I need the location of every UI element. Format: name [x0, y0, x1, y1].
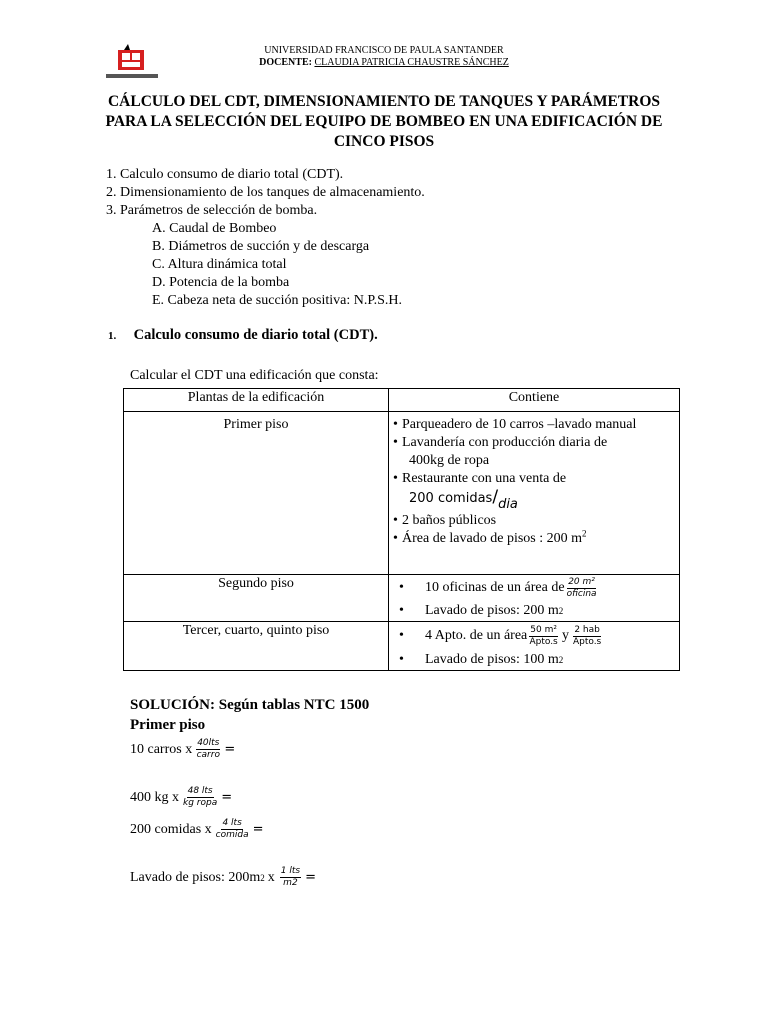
- equation-fraction: [216, 818, 249, 841]
- list-item: [393, 575, 675, 601]
- list-item: [393, 622, 675, 650]
- table-row: [124, 412, 680, 575]
- list-item: [393, 530, 675, 548]
- table-row: [124, 575, 680, 622]
- area-per-apto-fraction: [529, 625, 558, 648]
- list-item: • 2 baños públicos: [393, 512, 675, 530]
- title-line-2: PARA LA SELECCIÓN DEL EQUIPO DE BOMBEO EN UNA EDIFICACIÓN DE: [105, 113, 663, 130]
- docente-label: DOCENTE:: [259, 57, 312, 68]
- title-line-3: CINCO PISOS: [333, 133, 435, 150]
- outline-sub-a: A. Caudal de Bombeo: [152, 221, 277, 236]
- docente-name: CLAUDIA PATRICIA CHAUSTRE SÁNCHEZ: [314, 57, 509, 68]
- fraction-numerator: 2 hab: [574, 624, 600, 635]
- equals-sign: =: [221, 790, 233, 805]
- equation-lhs: 10 carros x: [130, 741, 193, 757]
- list-item: • Lavado de pisos: 200 m 2: [393, 601, 675, 621]
- outline-sub-e: E. Cabeza neta de succión positiva: N.P.S.H.: [152, 293, 403, 308]
- equation-fraction: [183, 786, 217, 809]
- fraction-numerator: 50 m²: [530, 624, 557, 635]
- list-item: • Parqueadero de 10 carros –lavado manual: [393, 416, 675, 434]
- equation-lavado: Lavado de pisos: 200m 2 x $\frac{\text{1 lts}}{m2}$ =: [130, 866, 316, 888]
- equation-comidas: [130, 818, 264, 841]
- table-header-row: [124, 389, 680, 412]
- list-item-continuation: 400kg de ropa: [409, 453, 490, 468]
- outline-item-1: 1. Calculo consumo de diario total (CDT).: [106, 167, 344, 182]
- list-item: • Restaurante con una venta de: [393, 470, 675, 488]
- equation-ropa: [130, 786, 232, 809]
- table-row: [124, 622, 680, 671]
- comidas-per-dia: 200 comidas/dia: [409, 487, 518, 512]
- contents-cell: [389, 412, 680, 575]
- lavado-text: • Lavado de pisos: 200 m: [425, 603, 559, 618]
- comidas-text: 200 comidas: [409, 491, 493, 506]
- contents-cell: [389, 622, 680, 671]
- solution-heading: [130, 695, 369, 735]
- docente-line: [0, 57, 768, 69]
- list-item: • Lavandería con producción diaria de: [393, 434, 675, 452]
- primer-piso-heading: Primer piso: [130, 717, 206, 733]
- fraction-denominator: carro: [196, 750, 220, 760]
- section-heading: [108, 327, 378, 344]
- section-number: 1.: [108, 330, 117, 342]
- fraction-denominator: Apto.s: [529, 636, 558, 647]
- fraction-denominator: comida: [215, 830, 249, 840]
- equation-fraction: [280, 866, 301, 889]
- university-name: UNIVERSIDAD FRANCISCO DE PAULA SANTANDER: [264, 45, 504, 56]
- fraction-denominator: oficina: [566, 588, 597, 599]
- equation-lhs: 200 comidas x: [130, 821, 212, 837]
- conjunction: y: [561, 628, 569, 643]
- section-title: Calculo consumo de diario total (CDT).: [133, 327, 378, 343]
- floor-cell: Tercer, cuarto, quinto piso: [124, 622, 389, 671]
- fraction-denominator: m2: [283, 878, 298, 888]
- outline-item-2: 2. Dimensionamiento de los tanques de almacenamiento.: [106, 185, 425, 200]
- fraction-denominator: kg ropa: [183, 798, 218, 808]
- equation-lhs: 400 kg x: [130, 789, 179, 805]
- document-title: [100, 92, 668, 152]
- equals-sign: =: [305, 870, 316, 885]
- fraction-numerator: 40lts: [197, 738, 220, 748]
- equation-fraction: [196, 738, 220, 761]
- fraction-numerator: 20 m²: [568, 576, 595, 587]
- floor-cell: Primer piso: [124, 412, 389, 575]
- table-header-plantas: Plantas de la edificación: [124, 389, 389, 412]
- title-line-1: CÁLCULO DEL CDT, DIMENSIONAMIENTO DE TANQUES Y PARÁMETROS: [107, 93, 661, 110]
- floor-cell: Segundo piso: [124, 575, 389, 622]
- oficinas-text: • 10 oficinas de un área de: [425, 580, 565, 595]
- building-table: [123, 388, 680, 671]
- intro-text: Calcular el CDT una edificación que consta:: [130, 368, 379, 383]
- dia-text: dia: [498, 497, 518, 512]
- outline-sub-d: D. Potencia de la bomba: [152, 275, 290, 290]
- superscript: 2: [582, 528, 587, 539]
- equals-sign: =: [252, 822, 264, 837]
- table-header-contiene: Contiene: [389, 389, 680, 412]
- equals-sign: =: [224, 742, 236, 757]
- list-item: • Lavado de pisos: 100 m 2: [393, 650, 675, 670]
- hab-per-apto-fraction: [573, 625, 601, 648]
- fraction-numerator: 48 lts: [187, 786, 213, 796]
- area-per-office-fraction: [567, 577, 597, 600]
- fraction-numerator: 1 lts: [280, 866, 301, 876]
- lavado-text: • Lavado de pisos: 100 m: [425, 652, 559, 667]
- outline-sub-b: B. Diámetros de succión y de descarga: [152, 239, 370, 254]
- contents-cell: [389, 575, 680, 622]
- fraction-denominator: Apto.s: [572, 636, 602, 647]
- outline-list: [106, 166, 425, 310]
- solution-title: SOLUCIÓN: Según tablas NTC 1500: [130, 697, 370, 713]
- area-text: Área de lavado de pisos : 200 m: [402, 531, 583, 546]
- fraction-numerator: 4 lts: [222, 818, 242, 828]
- outline-item-3: 3. Parámetros de selección de bomba.: [106, 203, 318, 218]
- equation-lhs: Lavado de pisos: 200m: [130, 869, 261, 885]
- equation-carros: [130, 738, 235, 761]
- outline-sub-c: C. Altura dinámica total: [152, 257, 287, 272]
- apto-text: • 4 Apto. de un área: [425, 628, 528, 643]
- times-sign: x: [267, 869, 275, 885]
